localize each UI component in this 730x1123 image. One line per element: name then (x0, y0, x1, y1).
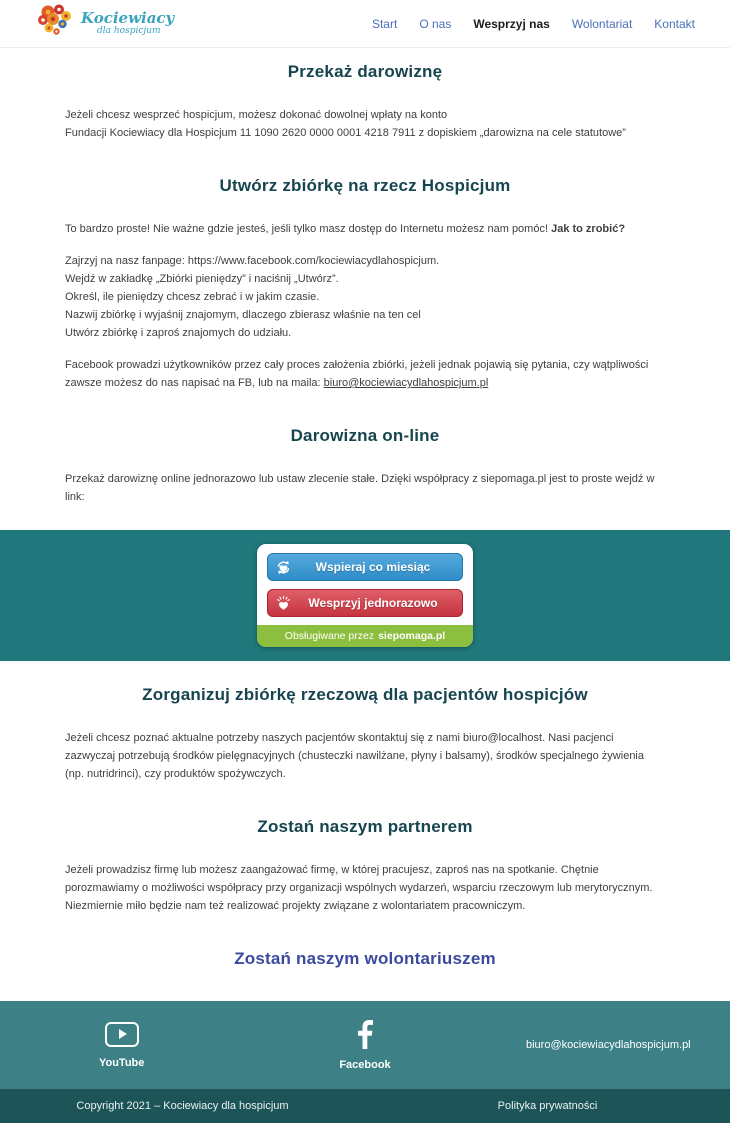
partner-heading: Zostań naszym partnerem (257, 817, 473, 836)
site-logo[interactable] (35, 3, 174, 44)
section-donate (65, 62, 665, 142)
goods-heading: Zorganizuj zbiórkę rzeczową dla pacjentów hospicjów (142, 685, 588, 704)
nav-item-start[interactable]: Start (371, 16, 398, 31)
goods-text: Jeżeli chcesz poznać aktualne potrzeby naszych pacjentów skontaktuj się z nami biuro@localhost. Nasi pacjenci zazwyczaj potrzebują środków pielęgnacyjnych (chusteczki nawilżane, płyny i balsamy), środków specjalnego żywienia (np. nutridrinci), czy produktów spożywczych. (65, 732, 644, 780)
section-fundraiser (65, 176, 665, 392)
site-footer (0, 1001, 730, 1123)
section-volunteer (65, 949, 665, 969)
footer-copyright-bar (0, 1089, 730, 1123)
recurring-heart-icon (268, 559, 298, 576)
footer-col-contact (487, 1001, 730, 1089)
nav-item-o-nas[interactable]: O nas (419, 16, 452, 31)
partner-text: Jeżeli prowadzisz firmę lub możesz zaangażować firmę, w której pracujesz, zaproś nas na spotkanie. Chętnie porozmawiamy o możliwości współpracy przy organizacji wspólnych wydarzeń, wsparciu rzeczowym lub merytorycznym. Niezmiernie miło będzie nam też realizować projekty związane z wolontariatem pracowniczym. (65, 864, 653, 912)
fundraiser-step: Zajrzyj na nasz fanpage: https://www.facebook.com/kociewiacydlahospicjum. (65, 255, 440, 267)
logo-subtitle: dla hospicjum (97, 26, 161, 36)
fundraiser-intro: To bardzo proste! Nie ważne gdzie jesteś, jeśli tylko masz dostęp do Internetu możesz nam pomóc! (65, 223, 552, 235)
copyright-text: Copyright 2021 – Kociewiacy dla hospicjum (76, 1100, 289, 1112)
nav-item-kontakt[interactable]: Kontakt (654, 16, 695, 31)
support-monthly-label: Wspieraj co miesiąc (315, 560, 431, 574)
flower-heart-logo-icon (35, 3, 75, 44)
fundraiser-step: Określ, ile pieniędzy chcesz zebrać i w jakim czasie. (65, 291, 320, 303)
support-once-button[interactable] (267, 589, 463, 617)
footer-col-facebook (243, 1001, 486, 1089)
section-goods-collection (65, 685, 665, 783)
fundraiser-step: Nazwij zbiórkę i wyjaśnij znajomym, dlaczego zbierasz właśnie na ten cel (65, 309, 421, 321)
fundraiser-heading: Utwórz zbiórkę na rzecz Hospicjum (219, 176, 511, 195)
youtube-link[interactable]: YouTube (98, 1056, 145, 1069)
donate-text-line2: Fundacji Kociewiacy dla Hospicjum 11 1090 2620 0000 0001 4218 7911 z dopiskiem „darowizna na cele statutowe” (65, 127, 626, 139)
privacy-policy-link[interactable]: Polityka prywatności (497, 1100, 598, 1112)
footer-social-row (0, 1001, 730, 1089)
fundraiser-steps (65, 252, 665, 342)
nav-item-wolontariat[interactable]: Wolontariat (571, 16, 633, 31)
online-text: Przekaż darowiznę online jednorazowo lub ustaw zlecenie stałe. Dzięki współpracy z siepomaga.pl jest to proste wejdź w link: (65, 473, 655, 503)
nav-item-wesprzyj-nas[interactable]: Wesprzyj nas (473, 16, 550, 31)
section-online-donation (65, 426, 665, 506)
footer-col-youtube (0, 1001, 243, 1089)
main-nav (372, 17, 695, 31)
siepomaga-brand: siepomaga.pl (378, 630, 446, 642)
siepomaga-widget-card (257, 544, 473, 647)
logo-text (81, 11, 174, 36)
facebook-link[interactable]: Facebook (339, 1058, 391, 1071)
facebook-icon[interactable] (357, 1020, 373, 1049)
fundraiser-step: Wejdź w zakładkę „Zbiórki pieniędzy” i naciśnij „Utwórz”. (65, 273, 339, 285)
donate-heading: Przekaż darowiznę (287, 62, 443, 81)
volunteer-heading[interactable]: Zostań naszym wolontariuszem (234, 949, 496, 968)
site-header (0, 0, 730, 48)
youtube-icon[interactable] (105, 1022, 139, 1047)
support-monthly-button[interactable] (267, 553, 463, 581)
powered-by-text: Obsługiwane przez (284, 630, 375, 642)
support-once-label: Wesprzyj jednorazowo (308, 596, 438, 610)
section-partner (65, 817, 665, 915)
radiant-heart-icon (268, 595, 298, 612)
logo-title: Kociewiacy (81, 9, 175, 27)
fundraiser-step: Utwórz zbiórkę i zaproś znajomych do udziału. (65, 327, 292, 339)
footer-email-link[interactable]: biuro@kociewiacydlahospicjum.pl (526, 1039, 691, 1051)
fundraiser-email-link[interactable]: biuro@kociewiacydlahospicjum.pl (323, 377, 489, 389)
fundraiser-intro-question: Jak to zrobić? (551, 223, 626, 235)
fundraiser-outro: Facebook prowadzi użytkowników przez cały proces założenia zbiórki, jeżeli jednak pojawią się pytania, czy wątpliwości zawsze możesz do nas napisać na FB, lub na maila: (65, 359, 649, 389)
main-content (0, 62, 730, 969)
donation-widget-band (0, 530, 730, 661)
online-heading: Darowizna on-line (290, 426, 440, 445)
donate-text-line1: Jeżeli chcesz wesprzeć hospicjum, możesz dokonać dowolnej wpłaty na konto (65, 109, 448, 121)
play-triangle-icon (119, 1029, 127, 1039)
powered-by-bar[interactable] (257, 625, 473, 647)
